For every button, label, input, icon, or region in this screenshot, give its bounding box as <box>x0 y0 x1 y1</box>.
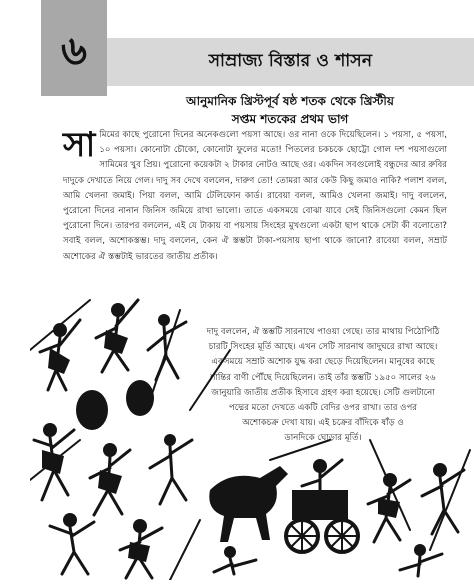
drop-cap: সা <box>63 125 96 165</box>
warrior-figure <box>40 320 80 390</box>
warrior-figure <box>96 300 138 372</box>
chapter-subtitle <box>120 92 460 128</box>
warrior-figure <box>50 513 94 574</box>
paragraph-2-line: জানুয়ারি জাতীয় প্রতীক হিসাবে গ্রহণ করা হয়েছে। সেটি গুলটানো <box>211 387 435 398</box>
warrior-figure <box>422 463 464 534</box>
chapter-title-bar <box>107 38 474 86</box>
paragraph-2-line: অশোকচক্র দেখা যায়। এই চক্রের বাঁদিকে ষাঁড় ও <box>242 418 404 429</box>
chapter-number-tab <box>41 0 107 96</box>
paragraph-2 <box>192 325 454 447</box>
warrior-figure <box>150 434 192 504</box>
paragraph-2-line: একসময়ে সম্রাট অশোক যুদ্ধ করা ছেড়ে দিয়েছিলেন। মানুষের কাছে <box>211 357 435 368</box>
horse-figure <box>209 466 288 542</box>
warrior-figure <box>90 443 130 515</box>
paragraph-2-line: শান্তির বাণী পৌঁছে দিয়েছিলেন। তাই তাঁর স্তম্ভটি ১৯৫০ সালের ২৬ <box>210 372 436 383</box>
paragraph-2-line: পদ্মের মতো দেখতে একটি বেদির ওপর রাখা। তার ওপর <box>228 403 418 414</box>
chapter-title: সাম্রাজ্য বিস্তার ও শাসন <box>208 51 373 71</box>
subtitle-line-2: সপ্তম শতকের প্রথম ভাগ <box>231 112 349 126</box>
warrior-figure <box>214 546 256 574</box>
paragraph-2-line: ডানদিকে ঘোড়ার মূর্তি। <box>284 433 362 444</box>
warrior-figure <box>400 544 442 576</box>
chapter-number: ৬ <box>60 27 87 74</box>
paragraph-2-line: দাদু বললেন, ঐ স্তম্ভটি সারনাথে পাওয়া গেছে। তার মাথায় পিঠোপিঠি <box>206 327 440 337</box>
paragraph-1-text: মিমের কাছে পুরোনো দিনের অনেকগুলো পয়সা আছে। ওর নানা ওকে দিয়েছিলেন। ১ পয়সা, ৫ পয়সা, ১০ পয়সা। কোনোটা চৌকো, কোনোটা ফুলের মতো! পিতলের চকচকে ছোট্টো গোল দশ পয়সাগুলো সামিমের খুব প্রিয়। পুরোনো কয়েকটা ২ টাকার নোটও আছে ওর। একদিন সবগুলোই বন্ধুদের আর রুবির দাদুকে দেখাতে নিয়ে গেল। দাদু সব দেখে বললেন, দারুণ তো! তোমরা আর কেউ কিছু জমাও নাকি? পলাশ বলল, আমি খেলনা জমাই। পিয়া বলল, আমি টেলিফোন কার্ড। রাবেয়া বলল, আমিও খেলনা জমাই। দাদু বললেন, পুরোনো দিনের নানান জিনিস জমিয়ে রাখা ভালো। তাতে একসময়ে বোঝা যাবে সেই জিনিসগুলো কেমন ছিল পুরোনো দিনে। তারপর বললেন, এই যে টাকায় বা পয়সায় সিংহের মুখগুলো একটা ছাপ থাকে সেটা কী বলোতো? সবাই বলল, অশোকস্তম্ভ। দাদু বললেন, কেন ঐ স্তম্ভটা টাকা-পয়সায় ছাপা থাকে জানো? রাবেয়া বলল, সম্রাট অশোকের ঐ স্তম্ভটাই ভারতের জাতীয় প্রতীক। <box>63 130 447 262</box>
paragraph-2-line: চারটি সিংহের মূর্তি আছে। এখন সেটি সারনাথ জাদুঘরে রাখা আছে। <box>208 342 438 353</box>
warrior-figure <box>120 519 162 578</box>
shield-icon <box>76 380 154 430</box>
subtitle-line-1: আনুমানিক খ্রিস্টপূর্ব ষষ্ঠ শতক থেকে খ্রিস্টীয় <box>186 94 394 108</box>
warrior-figure <box>302 459 342 492</box>
chariot-figure <box>286 490 358 552</box>
paragraph-1 <box>63 125 447 265</box>
